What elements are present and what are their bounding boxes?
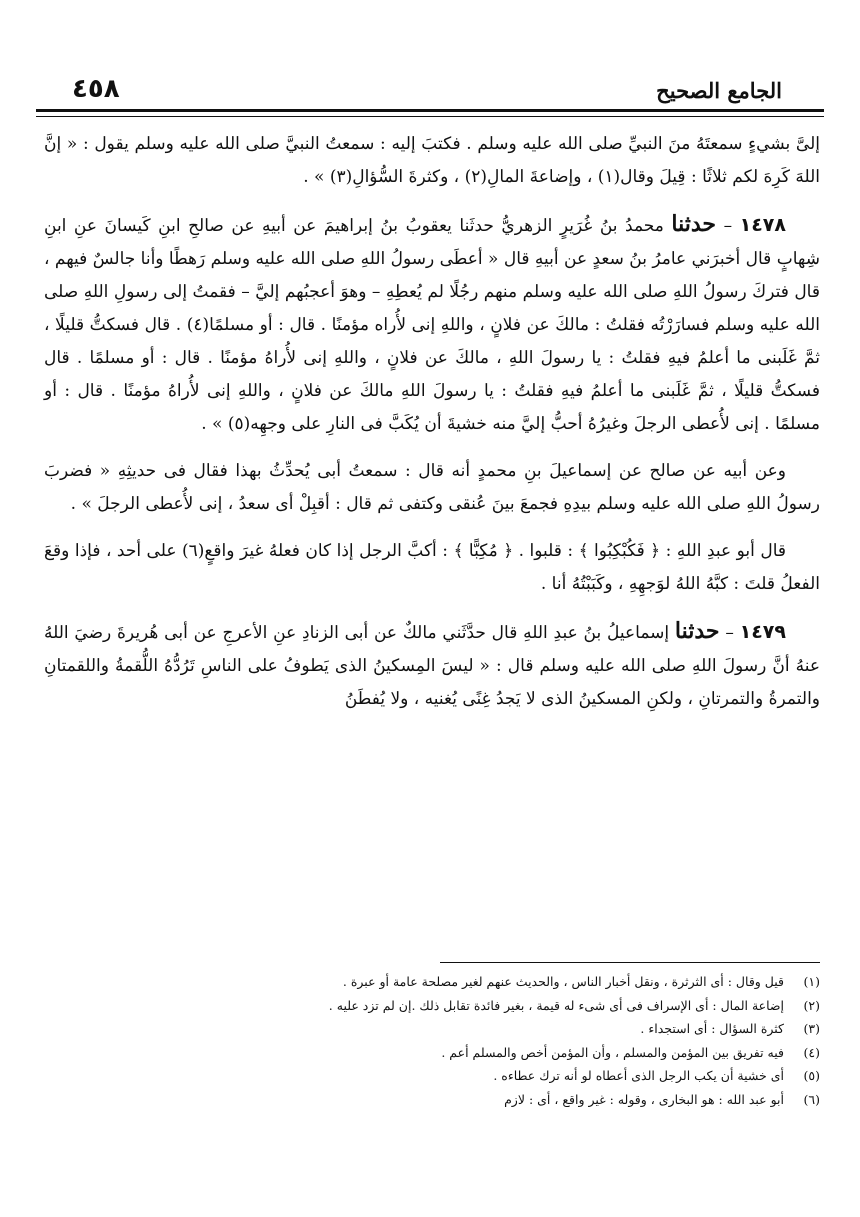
footnote-text: إضاعة المال : أى الإسراف فى أى شىء له قيمة ، بغير فائدة تقابل ذلك .إن لم تزد عليه . <box>328 997 785 1013</box>
paragraph-continuation: إلىَّ بشيءٍ سمعتَهُ منَ النبيِّ صلى الله عليه وسلم . فكتبَ إليه : سمعتُ النبيَّ صلى الله عليه وسلم يقول : « إنَّ اللهَ كَرِهَ لكم ثلاثًا : قِيلَ وقال(١) ، وإضاعةَ المالِ(٢) ، وكثرةَ السُّؤالِ(٣) » . <box>44 134 820 187</box>
header-rule-thin <box>36 116 824 117</box>
haddathana-word: حدثنا <box>674 618 720 644</box>
footnote-number: (٦) <box>803 1091 820 1107</box>
hadith-number: ١٤٧٨ <box>739 214 786 236</box>
hadith-text: محمدُ بنُ غُرَيرٍ الزهريُّ حدثَنا يعقوبُ بنُ إبراهيمَ عن أبيهِ عن صالحِ ابنِ كَيسانَ عنِ ابنِ شِهابٍ قال أخبرَني عامرُ بنُ سعدٍ عن أبيهِ قال « أعطَى رسولُ اللهِ صلى الله عليه وسلم رَهطًا وأنا جالسٌ فيهم ، قال فتركَ رسولُ اللهِ صلى الله عليه وسلم منهم رجُلًا لم يُعطِهِ – وهوَ أعجبُهم إليَّ – فقمتُ إلى رسولِ اللهِ صلى الله عليه وسلم فسارَرْتُه فقلتُ : مالكَ عن فلانٍ ، واللهِ إنى لأُراه مؤمنًا . قال : أو مسلمًا(٤) . قال فسكتُّ قليلًا ، ثمَّ غَلَبنى ما أعلمُ فيهِ فقلتُ : يا رسولَ اللهِ ، مالكَ عن فلانٍ ، واللهِ إنى لأُراهُ مؤمنًا . قال : أو مسلمًا . قال فسكتُّ قليلًا ، ثمَّ غَلَبنى ما أعلمُ فيهِ فقلتُ : يا رسولَ اللهِ مالكَ عن فلانٍ ، واللهِ إنى لأُراهُ مؤمنًا . قال : أو مسلمًا . إنى لأُعطى الرجلَ وغيرُهُ أحبُّ إليَّ منه خشيةَ أن يُكَبَّ فى النارِ على وجهِه(٥) » . <box>44 216 820 434</box>
header-rule <box>36 109 824 112</box>
footnote <box>44 994 820 1018</box>
page-header <box>36 62 824 112</box>
footnote-number: (٢) <box>803 997 820 1013</box>
hadith-dash: – <box>716 216 740 236</box>
hadith-number: ١٤٧٩ <box>739 621 786 643</box>
footnote-text: فيه تفريق بين المؤمن والمسلم ، وأن المؤمن أخص والمسلم أعم . <box>441 1044 785 1060</box>
footnote <box>44 1064 820 1088</box>
footnote-number: (٤) <box>803 1044 820 1060</box>
hadith-dash: – <box>719 623 740 643</box>
hadith-text: إسماعيلُ بنُ عبدِ اللهِ قال حدَّثَني مالكٌ عن أبى الزنادِ عنِ الأعرجِ عن أبى هُريرةَ رضيَ اللهُ عنهُ أنَّ رسولَ اللهِ صلى الله عليه وسلم قال : « ليسَ المِسكينُ الذى يَطوفُ على الناسِ تَرُدُّهُ اللُّقمةُ واللقمتانِ والتمرةُ والتمرتانِ ، ولكنِ المسكينُ الذى لا يَجدُ غِنًى يُغنيه ، ولا يُفطَنُ <box>44 623 820 709</box>
page-number: ٤٥٨ <box>72 74 120 104</box>
footnote-number: (٥) <box>803 1068 820 1083</box>
footnote-number: (١) <box>803 974 820 989</box>
footnote-rule <box>440 962 820 963</box>
main-text <box>44 128 820 730</box>
hadith-1479 <box>44 615 820 716</box>
footnote <box>44 1017 820 1041</box>
footnote <box>44 970 820 994</box>
footnote <box>44 1088 820 1112</box>
footnote-text: قيل وقال : أى الثرثرة ، ونقل أخبار الناس ، والحديث عنهم لغير مصلحة عامة أو عبرة . <box>342 974 785 989</box>
paragraph-narration: وعن أبيه عن صالح عن إسماعيلَ بنِ محمدٍ أنه قال : سمعتُ أبى يُحدِّثُ بهذا فقال فى حديثِهِ « فضربَ رسولُ اللهِ صلى الله عليه وسلم بيدِهِ فجمعَ بينَ عُنقى وكتفى ثم قال : أقبِلْ أى سعدُ ، إنى لأُعطى الرجلَ » . <box>44 461 820 514</box>
footnote-number: (٣) <box>803 1021 820 1036</box>
footnotes <box>44 970 820 1111</box>
footnote-text: كثرة السؤال : أى استجداء . <box>640 1021 785 1036</box>
footnote-text: أبو عبد الله : هو البخارى ، وقوله : غير واقع ، أى : لازم <box>504 1091 785 1107</box>
book-title: الجامع الصحيح <box>656 78 782 103</box>
hadith-1478 <box>44 208 820 441</box>
haddathana-word: حدثنا <box>671 211 717 237</box>
footnote-text: أى خشية أن يكب الرجل الذى أعطاه لو أنه ترك عطاءه . <box>493 1068 785 1083</box>
footnote <box>44 1041 820 1065</box>
paragraph-commentary: قال أبو عبدِ اللهِ : ﴿ فَكُبْكِبُوا ﴾ : قلبوا . ﴿ مُكِبًّا ﴾ : أكبَّ الرجل إذا كان فعلهُ غيرَ واقعٍ(٦) على أحد ، فإذا وقعَ الفعلُ قلتَ : كبَّهُ اللهُ لوَجهِهِ ، وكَبَبْتُهُ أنا . <box>44 541 820 594</box>
